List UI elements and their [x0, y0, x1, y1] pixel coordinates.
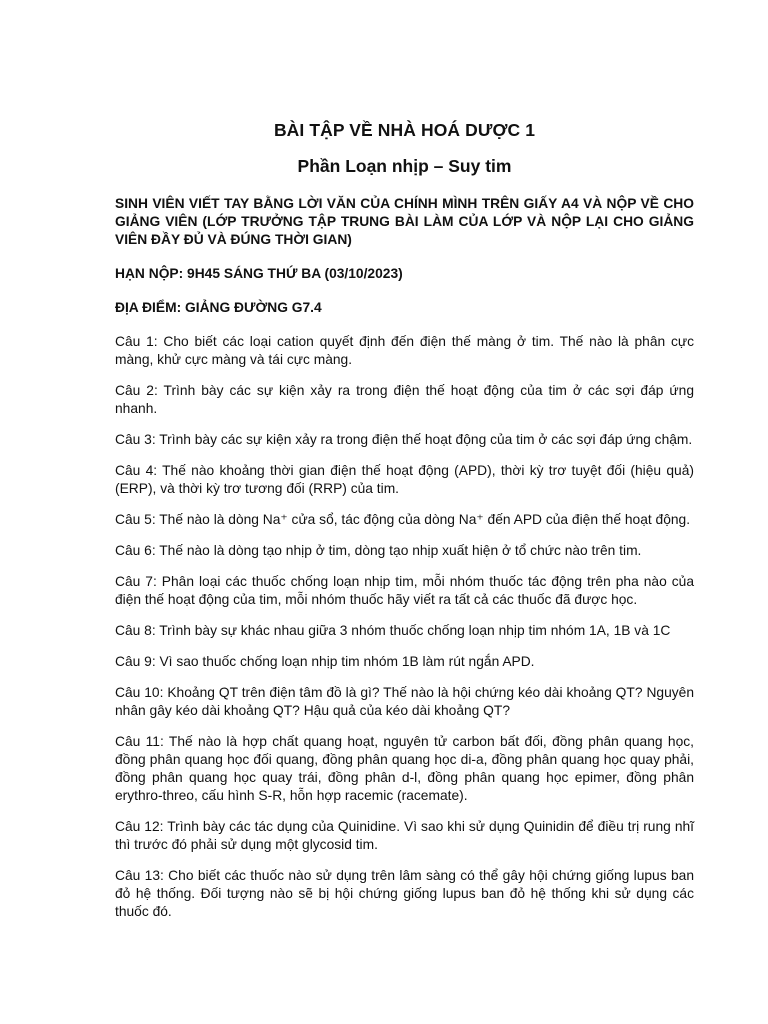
- question-item: Câu 1: Cho biết các loại cation quyết định đến điện thế màng ở tim. Thế nào là phân cực màng, khử cực màng và tái cực màng.: [115, 334, 694, 367]
- document-content: [115, 120, 694, 921]
- question-list: [115, 333, 694, 921]
- document-subtitle: Phần Loạn nhịp – Suy tim: [297, 156, 512, 176]
- question-item: Câu 6: Thế nào là dòng tạo nhịp ở tim, dòng tạo nhịp xuất hiện ở tổ chức nào trên tim.: [115, 543, 642, 558]
- question-item: Câu 10: Khoảng QT trên điện tâm đồ là gì? Thế nào là hội chứng kéo dài khoảng QT? Nguyên nhân gây kéo dài khoảng QT? Hậu quả của kéo dài khoảng QT?: [115, 685, 694, 718]
- document-title: BÀI TẬP VỀ NHÀ HOÁ DƯỢC 1: [273, 120, 536, 140]
- deadline-line: HẠN NỘP: 9H45 SÁNG THỨ BA (03/10/2023): [115, 266, 403, 281]
- submission-instruction: SINH VIÊN VIẾT TAY BẰNG LỜI VĂN CỦA CHÍNH MÌNH TRÊN GIẤY A4 VÀ NỘP VỀ CHO GIẢNG VIÊN (LỚP TRƯỞNG TẬP TRUNG BÀI LÀM CỦA LỚP VÀ NỘP LẠI CHO GIẢNG VIÊN ĐẦY ĐỦ VÀ ĐÚNG THỜI GIAN): [115, 196, 694, 247]
- question-item: Câu 11: Thế nào là hợp chất quang hoạt, nguyên tử carbon bất đối, đồng phân quang học, đồng phân quang học đối quang, đồng phân quang học di-a, đồng phân quang học quay phải, đồng phân quang học quay trái, đồng phân d-l, đồng phân quang học epimer, đồng phân erythro-threo, cấu hình S-R, hỗn hợp racemic (racemate).: [115, 734, 694, 803]
- question-item: Câu 5: Thế nào là dòng Na⁺ cửa sổ, tác động của dòng Na⁺ đến APD của điện thế hoạt động.: [115, 512, 691, 527]
- question-item: Câu 8: Trình bày sự khác nhau giữa 3 nhóm thuốc chống loạn nhịp tim nhóm 1A, 1B và 1C: [115, 623, 671, 638]
- question-item: Câu 3: Trình bày các sự kiện xảy ra trong điện thế hoạt động của tim ở các sợi đáp ứng chậm.: [115, 432, 693, 447]
- question-item: Câu 9: Vì sao thuốc chống loạn nhịp tim nhóm 1B làm rút ngắn APD.: [115, 654, 535, 669]
- location-line: ĐỊA ĐIỂM: GIẢNG ĐƯỜNG G7.4: [115, 300, 322, 315]
- question-item: Câu 4: Thế nào khoảng thời gian điện thế hoạt động (APD), thời kỳ trơ tuyệt đối (hiệu quả) (ERP), và thời kỳ trơ tương đối (RRP) của tim.: [115, 463, 694, 496]
- question-item: Câu 2: Trình bày các sự kiện xảy ra trong điện thế hoạt động của tim ở các sợi đáp ứng nhanh.: [115, 383, 694, 416]
- question-item: Câu 12: Trình bày các tác dụng của Quinidine. Vì sao khi sử dụng Quinidin để điều trị rung nhĩ thì trước đó phải sử dụng một glycosid tim.: [115, 819, 694, 852]
- question-item: Câu 13: Cho biết các thuốc nào sử dụng trên lâm sàng có thể gây hội chứng giống lupus ban đỏ hệ thống. Đối tượng nào sẽ bị hội chứng giống lupus ban đỏ hệ thống khi sử dụng các thuốc đó.: [115, 868, 694, 919]
- question-item: Câu 7: Phân loại các thuốc chống loạn nhịp tim, mỗi nhóm thuốc tác động trên pha nào của điện thế hoạt động của tim, mỗi nhóm thuốc hãy viết ra tất cả các thuốc đã được học.: [115, 574, 694, 607]
